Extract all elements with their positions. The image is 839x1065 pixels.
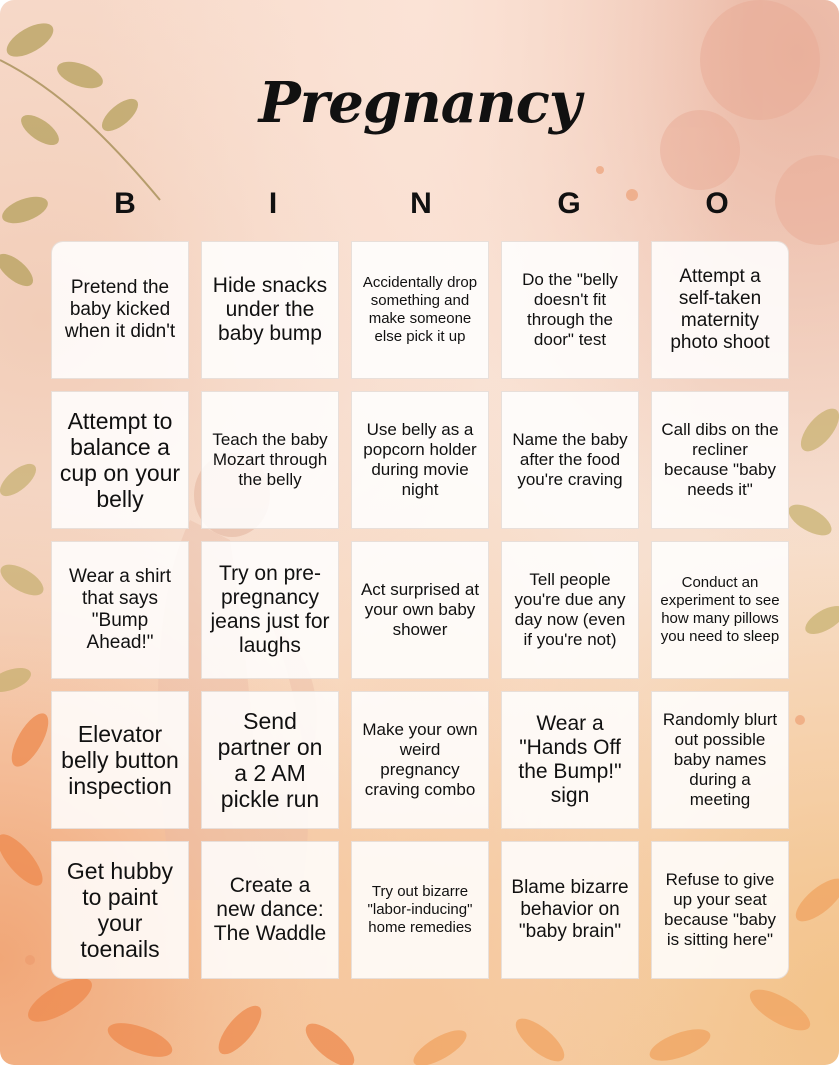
bingo-cell[interactable]: [351, 541, 489, 679]
cell-text: Refuse to give up your seat because "baby is sitting here": [664, 870, 776, 949]
cell-text: Attempt a self-taken maternity photo shoot: [670, 266, 770, 353]
bingo-cell[interactable]: [51, 391, 189, 529]
cell-text: Attempt to balance a cup on your belly: [59, 408, 181, 512]
bingo-cell[interactable]: [51, 541, 189, 679]
letter-b: B: [114, 187, 136, 220]
cell-text: Name the baby after the food you're craving: [512, 430, 628, 489]
cell-text: Call dibs on the recliner because "baby needs it": [661, 420, 779, 499]
cell-text: Try on pre-pregnancy jeans just for laughs: [210, 562, 330, 657]
letter-o: O: [705, 187, 729, 220]
bingo-cell[interactable]: [351, 841, 489, 979]
bingo-cell[interactable]: [201, 391, 339, 529]
cell-text: Pretend the baby kicked when it didn't: [64, 277, 176, 342]
cell-text: Wear a shirt that says "Bump Ahead!": [68, 566, 172, 653]
bingo-cell[interactable]: [501, 691, 639, 829]
bingo-grid: [51, 241, 789, 979]
bingo-cell[interactable]: [51, 691, 189, 829]
cell-text: Use belly as a popcorn holder during movie night: [363, 420, 477, 499]
leaf-cluster-left: [0, 458, 48, 697]
bingo-cell[interactable]: [501, 541, 639, 679]
bingo-cell[interactable]: [51, 241, 189, 379]
bingo-cell[interactable]: [651, 841, 789, 979]
cell-text: Send partner on a 2 AM pickle run: [217, 708, 323, 812]
bingo-cell[interactable]: [201, 841, 339, 979]
cell-text: Teach the baby Mozart through the belly: [212, 430, 328, 489]
bingo-cell[interactable]: [351, 391, 489, 529]
page-title: Pregnancy: [258, 70, 581, 136]
bingo-cell[interactable]: [651, 541, 789, 679]
cell-text: Try out bizarre "labor-inducing" home remedies: [367, 883, 473, 936]
bingo-cell[interactable]: [651, 391, 789, 529]
cell-text: Hide snacks under the baby bump: [212, 274, 328, 345]
bingo-cell[interactable]: [501, 391, 639, 529]
cell-text: Randomly blurt out possible baby names during a meeting: [662, 710, 778, 809]
cell-text: Tell people you're due any day now (even if you're not): [514, 570, 626, 649]
cell-text: Wear a "Hands Off the Bump!" sign: [518, 712, 622, 807]
cell-text: Accidentally drop something and make someone else pick it up: [362, 274, 478, 345]
cell-text: Conduct an experiment to see how many pillows you need to sleep: [660, 574, 780, 645]
bingo-cell[interactable]: [201, 691, 339, 829]
bingo-cell[interactable]: [351, 241, 489, 379]
letter-g: G: [557, 187, 581, 220]
bingo-cell[interactable]: [351, 691, 489, 829]
cell-text: Create a new dance: The Waddle: [213, 874, 327, 945]
cell-text: Get hubby to paint your toenails: [66, 858, 174, 962]
letter-i: I: [268, 187, 278, 220]
bingo-cell[interactable]: [51, 841, 189, 979]
bingo-header: [51, 180, 791, 228]
cell-text: Do the "belly doesn't fit through the door" test: [522, 270, 618, 349]
leaf-cluster-right: [784, 402, 839, 639]
cell-text: Act surprised at your own baby shower: [360, 580, 480, 639]
bingo-cell[interactable]: [201, 241, 339, 379]
cell-text: Elevator belly button inspection: [61, 721, 179, 799]
letter-n: N: [410, 187, 432, 220]
bingo-cell[interactable]: [651, 241, 789, 379]
bingo-cell[interactable]: [651, 691, 789, 829]
bingo-cell[interactable]: [201, 541, 339, 679]
bingo-cell[interactable]: [501, 841, 639, 979]
cell-text: Make your own weird pregnancy craving combo: [362, 720, 478, 799]
bingo-cell[interactable]: [501, 241, 639, 379]
cell-text: Blame bizarre behavior on "baby brain": [511, 877, 629, 942]
